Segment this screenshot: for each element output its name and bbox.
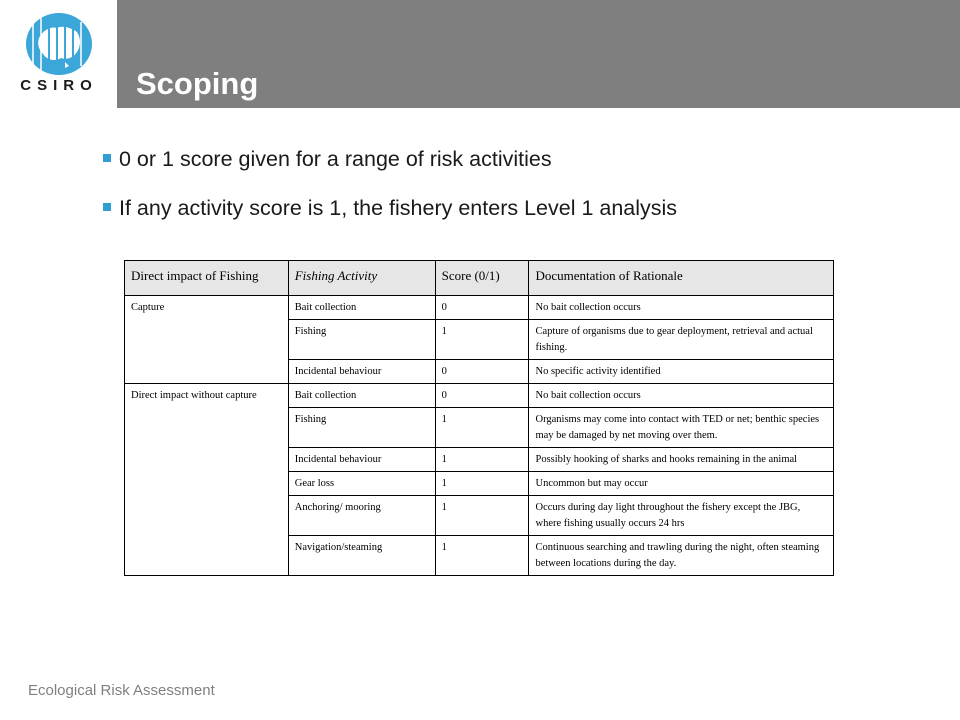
rationale-cell: No bait collection occurs: [529, 384, 834, 408]
score-cell: 1: [435, 408, 529, 448]
bullet-list: [103, 144, 923, 242]
rationale-cell: Occurs during day light throughout the fishery except the JBG, where fishing usually occurs 24 hrs: [529, 496, 834, 536]
activity-cell: Anchoring/ mooring: [288, 496, 435, 536]
table-row: [125, 384, 834, 408]
bullet-item: [103, 144, 923, 174]
activity-cell: Navigation/steaming: [288, 536, 435, 576]
score-cell: 1: [435, 536, 529, 576]
csiro-circle-logo-icon: [25, 12, 93, 76]
rationale-cell: Capture of organisms due to gear deployment, retrieval and actual fishing.: [529, 320, 834, 360]
rationale-cell: Uncommon but may occur: [529, 472, 834, 496]
rationale-cell: No specific activity identified: [529, 360, 834, 384]
rationale-cell: Organisms may come into contact with TED or net; benthic species may be damaged by net moving over them.: [529, 408, 834, 448]
activity-cell: Fishing: [288, 320, 435, 360]
header-bar: [117, 0, 960, 108]
category-cell: Capture: [125, 296, 289, 384]
logo-wordmark: CSIRO: [20, 77, 98, 94]
logo-area: [0, 0, 117, 108]
bullet-text: 0 or 1 score given for a range of risk activities: [119, 147, 552, 171]
rationale-cell: Continuous searching and trawling during the night, often steaming between locations during the day.: [529, 536, 834, 576]
rationale-cell: No bait collection occurs: [529, 296, 834, 320]
activity-cell: Incidental behaviour: [288, 360, 435, 384]
score-cell: 1: [435, 448, 529, 472]
category-cell: Direct impact without capture: [125, 384, 289, 576]
header-score: Score (0/1): [435, 261, 529, 296]
scoping-table: [124, 260, 834, 576]
score-cell: 0: [435, 296, 529, 320]
table-header-row: [125, 261, 834, 296]
score-cell: 1: [435, 320, 529, 360]
score-cell: 1: [435, 472, 529, 496]
header-direct-impact: Direct impact of Fishing: [125, 261, 289, 296]
score-cell: 0: [435, 384, 529, 408]
score-cell: 1: [435, 496, 529, 536]
rationale-cell: Possibly hooking of sharks and hooks remaining in the animal: [529, 448, 834, 472]
bullet-text: If any activity score is 1, the fishery enters Level 1 analysis: [119, 196, 678, 220]
square-bullet-icon: [103, 154, 111, 162]
header-rationale: Documentation of Rationale: [529, 261, 834, 296]
page-title: Scoping: [136, 66, 259, 101]
activity-cell: Bait collection: [288, 296, 435, 320]
activity-cell: Bait collection: [288, 384, 435, 408]
bullet-item: [103, 193, 923, 223]
square-bullet-icon: [103, 203, 111, 211]
activity-cell: Incidental behaviour: [288, 448, 435, 472]
header-fishing-activity: Fishing Activity: [288, 261, 435, 296]
footer-text: Ecological Risk Assessment: [28, 682, 215, 699]
table-row: [125, 296, 834, 320]
activity-cell: Gear loss: [288, 472, 435, 496]
score-cell: 0: [435, 360, 529, 384]
activity-cell: Fishing: [288, 408, 435, 448]
